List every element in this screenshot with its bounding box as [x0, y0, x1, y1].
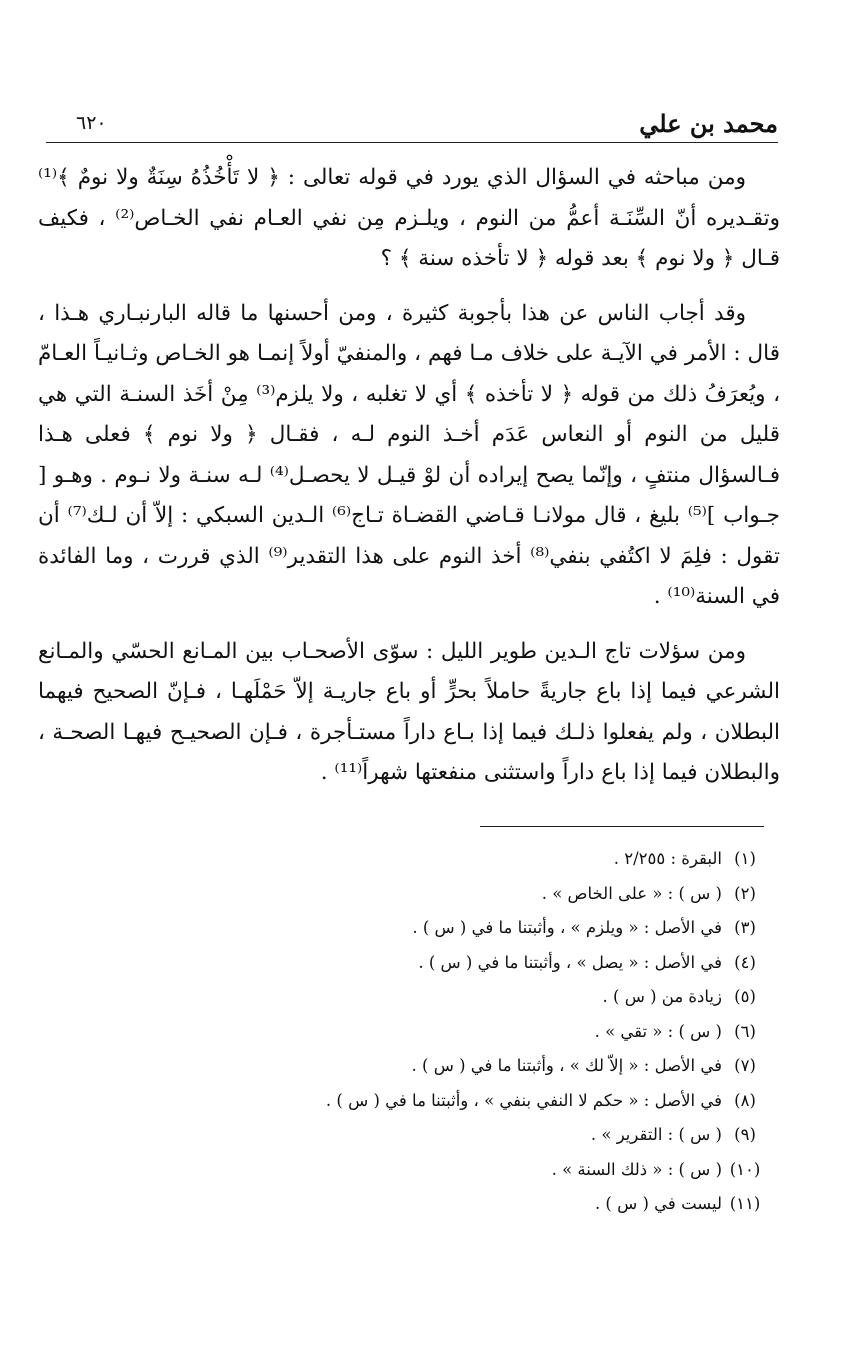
footnote-text: في الأصل : « إلاّ لك » ، وأثبتنا ما في ( س ) .	[411, 1056, 722, 1075]
running-header	[46, 104, 778, 143]
footnote-number: (١١)	[729, 1194, 761, 1213]
footnote-number: (٧)	[734, 1056, 756, 1075]
footnote-number: (٤)	[734, 952, 756, 972]
footnote	[80, 1084, 768, 1119]
footnote-number: (٨)	[734, 1090, 756, 1110]
footnote	[80, 1118, 768, 1153]
footnote-text: في الأصل : « ويلزم » ، وأثبتنا ما في ( س ) .	[412, 918, 722, 937]
footnote	[80, 1049, 768, 1084]
footnote	[80, 1015, 768, 1050]
header-title: محمد بن علي	[639, 109, 778, 138]
footnote-text: في الأصل : « حكم لا النفي بنفي » ، وأثبتنا ما في ( س ) .	[325, 1090, 722, 1110]
footnote	[80, 1153, 768, 1188]
footnote-number: (٢)	[734, 883, 756, 903]
footnote-text: في الأصل : « يصل » ، وأثبتنا ما في ( س ) .	[418, 952, 722, 972]
footnote-number: (٥)	[734, 987, 756, 1006]
footnote	[80, 1187, 768, 1222]
footnotes	[80, 842, 768, 1222]
footnote-number: (١)	[734, 849, 756, 868]
footnote-number: (٩)	[734, 1125, 756, 1144]
footnote	[80, 842, 768, 877]
footnote	[80, 877, 768, 912]
paragraph: ومن سؤلات تاج الـدين طوير الليل : سوّى الأصحـاب بين المـانع الحسّي والمـانع الشرعي فيما إذا باع جاريةً حاملاً بحرٍّ أو باع جاريـة إلاّ حَمْلَهـا ، فـإنّ الصحيح فيهما البطلان ، ولم يفعلوا ذلـك فيما إذا بـاع داراً مستـأجرة ، فـإن الصحيـح فيهـا الصحـة ، والبطلان فيما إذا باع داراً واستثنى منفعتها شهراً⁽¹¹⁾ .	[38, 638, 780, 785]
footnote-text: البقرة : ٢/٢٥٥ .	[613, 849, 722, 868]
paragraph: ومن مباحثه في السؤال الذي يورد في قوله تعالى : ﴿ لا تَأْخُذُهُ سِنَةٌ ولا نومٌ ﴾⁽¹⁾ وتقـديره أنّ السِّنَـة أعمُّ من النوم ، ويلـزم مِن نفي العـام نفي الخـاص⁽²⁾ ، فكيف قـال ﴿ ولا نوم ﴾ بعد قوله ﴿ لا تأخذه سنة ﴾ ؟	[38, 165, 780, 271]
footnote	[80, 946, 768, 981]
footnote-text: ( س ) : التقرير » .	[590, 1125, 722, 1144]
footnote-text: زيادة من ( س ) .	[602, 987, 722, 1006]
footnote	[80, 911, 768, 946]
footnote	[80, 980, 768, 1015]
footnote-number: (٦)	[734, 1021, 756, 1041]
main-text	[38, 158, 780, 794]
footnote-number: (١٠)	[729, 1159, 761, 1179]
paragraph: وقد أجاب الناس عن هذا بأجوبة كثيرة ، ومن أحسنها ما قاله البارنبـاري هـذا ، قال : الأمر في الآيـة على خلاف مـا فهم ، والمنفيّ أولاً إنمـا هو الخـاص وثـانيـاً العـامّ ، ويُعرَفُ ذلك من قوله ﴿ لا تأخذه ﴾ أي لا تغلبه ، ولا يلزم⁽³⁾ مِنْ أخَذ السنـة التي هي قليل من النوم أو النعاس عَدَم أخـذ النوم لـه ، فقـال ﴿ ولا نوم ﴾ فعلى هـذا فـالسؤال منتفٍ ، وإنّما يصح إيراده أن لوْ قيـل لا يحصـل⁽⁴⁾ لـه سنـة ولا نـوم . وهـو [ جـواب ]⁽⁵⁾ بليغ ، قال مولانـا قـاضي القضـاة تـاج⁽⁶⁾ الـدين السبكي : إلاّ أن لـك⁽⁷⁾ أن تقول : فلِمَ لا اكتُفي بنفي⁽⁸⁾ أخذ النوم على هذا التقدير⁽⁹⁾ الذي قررت ، وما الفائدة في السنة⁽¹⁰⁾ .	[38, 300, 781, 609]
footnote-text: ( س ) : « على الخاص » .	[541, 883, 722, 903]
footnote-divider	[480, 826, 764, 827]
footnote-number: (٣)	[734, 918, 756, 937]
page-number: ٦٢٠	[76, 112, 107, 134]
footnote-text: ( س ) : « تقي » .	[594, 1021, 722, 1041]
footnote-text: ( س ) : « ذلك السنة » .	[551, 1159, 722, 1179]
footnote-text: ليست في ( س ) .	[594, 1194, 722, 1213]
